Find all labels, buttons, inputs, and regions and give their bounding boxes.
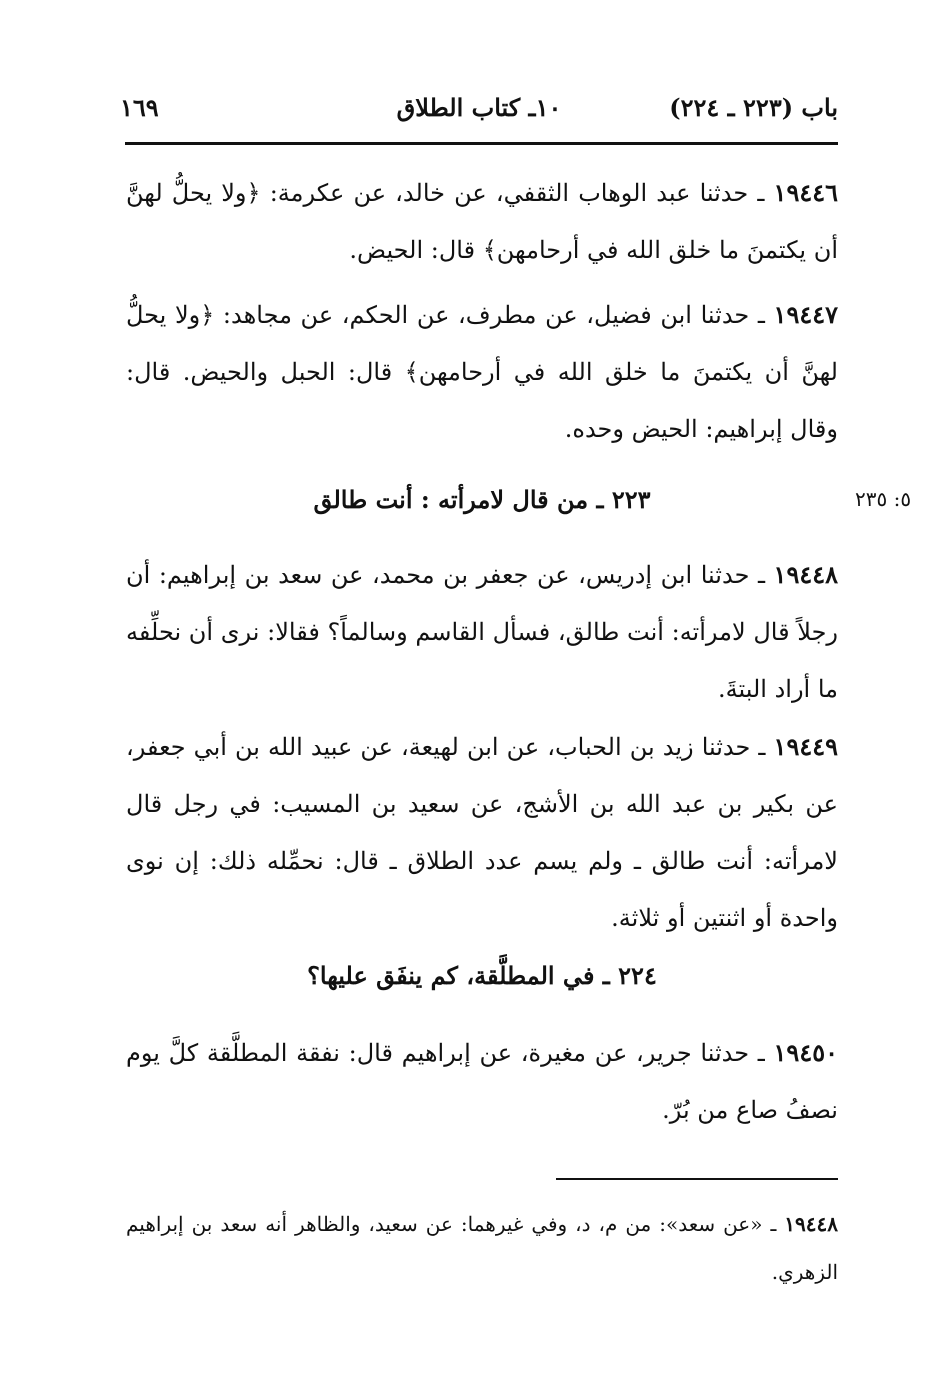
page-header	[120, 88, 838, 132]
footnote-number: ١٩٤٤٨	[784, 1212, 839, 1236]
margin-reference: ٥: ٢٣٥	[855, 487, 912, 511]
hadith-paragraph	[126, 286, 838, 458]
book-title-heading: ١٠ـ كتاب الطلاق	[396, 93, 562, 122]
footnote-text: ـ «عن سعد»: من م، د، وفي غيرهما: عن سعيد، والظاهر أنه سعد بن إبراهيم الزهري.	[126, 1212, 838, 1284]
hadith-text: ـ حدثنا ابن فضيل، عن مطرف، عن الحكم، عن مجاهد: ﴿ولا يحلُّ لهنَّ أن يكتمنَ ما خلق الله في أرحامهن﴾ قال: الحبل والحيض. قال: وقال إبراهيم: الحيض وحده.	[126, 301, 838, 443]
hadith-text: ـ حدثنا ابن إدريس، عن جعفر بن محمد، عن سعد بن إبراهيم: أن رجلاً قال لامرأته: أنت طالق، فسأل القاسم وسالماً؟ فقالا: نرى أن نحلِّفه ما أراد البتةَ.	[126, 561, 838, 703]
hadith-text: ـ حدثنا عبد الوهاب الثقفي، عن خالد، عن عكرمة: ﴿ولا يحلُّ لهنَّ أن يكتمنَ ما خلق الله في أرحامهن﴾ قال: الحيض.	[126, 179, 838, 264]
hadith-number: ١٩٤٥٠	[773, 1038, 838, 1067]
chapter-range-heading: باب (٢٢٣ ـ ٢٢٤)	[669, 93, 838, 122]
hadith-number: ١٩٤٤٦	[773, 178, 838, 207]
chapter-heading: ٢٢٤ ـ في المطلَّقة، كم ينفَق عليها؟	[307, 961, 657, 990]
hadith-paragraph	[126, 718, 838, 947]
footnote	[126, 1200, 838, 1296]
footnote-divider	[556, 1178, 838, 1180]
hadith-paragraph	[126, 1024, 838, 1139]
hadith-paragraph	[126, 546, 838, 718]
chapter-heading: ٢٢٣ ـ من قال لامرأته : أنت طالق	[313, 485, 651, 514]
hadith-paragraph	[126, 164, 838, 279]
hadith-number: ١٩٤٤٨	[773, 560, 838, 589]
hadith-text: ـ حدثنا جرير، عن مغيرة، عن إبراهيم قال: نفقة المطلَّقة كلَّ يوم نصفُ صاع من بُرّ.	[126, 1039, 838, 1124]
hadith-number: ١٩٤٤٩	[773, 732, 838, 761]
hadith-number: ١٩٤٤٧	[773, 300, 838, 329]
header-divider	[125, 142, 838, 145]
page-number: ١٦٩	[120, 93, 159, 122]
hadith-text: ـ حدثنا زيد بن الحباب، عن ابن لهيعة، عن عبيد الله بن أبي جعفر، عن بكير بن عبد الله بن الأشج، عن سعيد بن المسيب: في رجل قال لامرأته: أنت طالق ـ ولم يسم عدد الطلاق ـ قال: نحمِّله ذلك: إن نوى واحدة أو اثنتين أو ثلاثة.	[126, 733, 838, 932]
